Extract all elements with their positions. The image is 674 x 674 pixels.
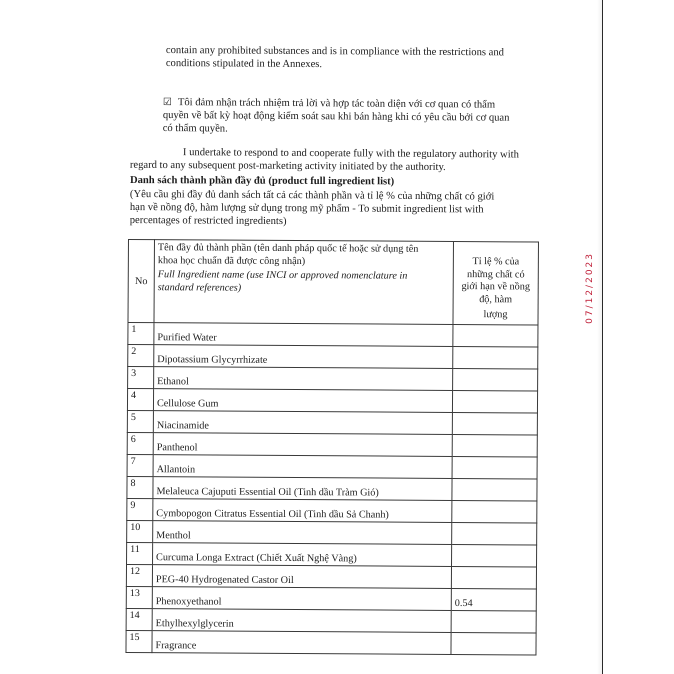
header-pct-line: lượng	[483, 309, 508, 321]
row-number: 3	[128, 367, 154, 389]
table-row	[127, 542, 537, 567]
ingredient-name: Menthol	[153, 521, 452, 545]
checkbox-checked-icon: ☑	[162, 96, 172, 109]
table-row	[127, 476, 537, 501]
table-row	[127, 410, 537, 435]
row-number: 2	[128, 345, 154, 367]
ingredient-name: Allantoin	[153, 455, 452, 479]
section-heading: Danh sách thành phần đầy đủ (product full ingredient list)	[129, 175, 395, 188]
header-no: No	[128, 240, 155, 323]
table-row	[126, 630, 536, 655]
table-row	[127, 520, 537, 545]
ingredient-name: Cellulose Gum	[153, 389, 452, 413]
ingredient-percentage	[453, 368, 538, 391]
commitment-line: quyền về bất kỳ hoạt động kiểm soát sau khi bán hàng khi có yêu cầu bởi cơ quan	[162, 109, 510, 124]
ingredient-percentage: 0.54	[451, 588, 536, 611]
table-row	[128, 323, 538, 348]
intro-line: contain any prohibited substances and is in compliance with the restrictions and	[165, 44, 505, 59]
ingredient-name: Ethylhexylglycerin	[152, 609, 451, 633]
ingredient-table	[125, 239, 539, 656]
header-pct-line: độ, hàm	[479, 293, 513, 305]
margin-stamp	[585, 252, 601, 360]
intro-paragraph	[166, 44, 551, 73]
commitment-paragraph-vn	[163, 96, 548, 138]
ingredient-percentage	[451, 632, 536, 655]
header-percentage	[453, 241, 539, 325]
ingredient-name: Niacinamide	[153, 411, 452, 435]
ingredient-name: Panthenol	[153, 433, 452, 457]
row-number: 8	[127, 476, 153, 498]
ingredient-name: Fragrance	[152, 631, 451, 655]
row-number: 10	[127, 520, 153, 542]
row-number: 5	[127, 410, 153, 432]
section-note-line: percentages of restricted ingredients)	[129, 214, 287, 228]
ingredient-name: Melaleuca Cajuputi Essential Oil (Tinh dầu Tràm Gió)	[153, 477, 452, 501]
ingredient-name: Purified Water	[154, 323, 453, 347]
ingredient-percentage	[452, 544, 537, 567]
row-number: 6	[127, 432, 153, 454]
ingredient-name: Phenoxyethanol	[152, 587, 451, 611]
table-row	[127, 389, 537, 414]
table-row	[127, 454, 537, 479]
table-row	[126, 586, 536, 611]
commitment-line: I undertake to respond to and cooperate fully with the regulatory authority with	[182, 147, 519, 161]
table-row	[127, 432, 537, 457]
ingredient-name: Cymbopogon Citratus Essential Oil (Tinh dầu Sả Chanh)	[153, 499, 452, 523]
row-number: 13	[126, 586, 152, 608]
header-name-en-line: Full Ingredient name (use INCI or approved nomenclature in	[157, 269, 408, 282]
row-number: 1	[128, 323, 154, 345]
ingredient-percentage	[453, 346, 538, 369]
page-edge	[602, 0, 603, 674]
table-row	[128, 345, 538, 370]
commitment-line: có thẩm quyền.	[162, 122, 228, 135]
header-name-en-line: standard references)	[157, 281, 242, 294]
ingredient-percentage	[452, 456, 537, 479]
margin-stamp-text: 07/12/2023	[585, 252, 595, 324]
ingredient-percentage	[452, 412, 537, 435]
header-pct-line: Tỉ lệ % của	[472, 256, 520, 268]
row-number: 11	[127, 542, 153, 564]
ingredient-percentage	[453, 324, 538, 347]
table-header-row	[128, 240, 538, 326]
ingredient-percentage	[452, 434, 537, 457]
table-row	[127, 498, 537, 523]
commitment-line: regard to any subsequent post-marketing activity initiated by the authority.	[129, 159, 446, 173]
row-number: 4	[127, 389, 153, 411]
section-note	[130, 188, 546, 230]
header-name-vn-line: khoa học chuẩn đã được công nhận)	[157, 254, 306, 267]
ingredient-percentage	[452, 390, 537, 413]
row-number: 9	[127, 498, 153, 520]
section-note-line: hạn về nồng độ, hàm lượng sử dụng trong mỹ phẩm - To submit ingredient list with	[129, 201, 484, 216]
intro-line: conditions stipulated in the Annexes.	[165, 57, 323, 71]
commitment-line: ☑ Tôi đảm nhận trách nhiệm trả lời và hợp tác toàn diện với cơ quan có thẩm	[162, 96, 496, 111]
ingredient-name: PEG-40 Hydrogenated Castor Oil	[152, 565, 451, 589]
table-row	[128, 367, 538, 392]
ingredient-percentage	[451, 566, 536, 589]
header-pct-line: giới hạn về nồng	[461, 281, 530, 293]
ingredient-name: Dipotassium Glycyrrhizate	[154, 345, 453, 369]
row-number: 14	[126, 608, 152, 630]
commitment-paragraph-en	[129, 146, 549, 175]
table-row	[126, 564, 536, 589]
ingredient-name: Curcuma Longa Extract (Chiết Xuất Nghệ Vàng)	[153, 543, 452, 567]
table-row	[126, 608, 536, 633]
header-name-vn-line: Tên đầy đủ thành phần (tên danh pháp quốc tế hoặc sử dụng tên	[157, 242, 419, 255]
row-number: 7	[127, 454, 153, 476]
ingredient-name: Ethanol	[154, 367, 453, 391]
row-number: 15	[126, 630, 152, 652]
ingredient-percentage	[451, 610, 536, 633]
ingredient-percentage	[452, 478, 537, 501]
ingredient-percentage	[452, 500, 537, 523]
row-number: 12	[126, 564, 152, 586]
ingredient-percentage	[452, 522, 537, 545]
header-pct-line: những chất có	[466, 268, 525, 280]
header-name	[154, 240, 454, 325]
section-note-line: (Yêu cầu ghi đầy đủ danh sách tất cả các thành phần và tỉ lệ % của những chất có giới	[129, 188, 495, 203]
